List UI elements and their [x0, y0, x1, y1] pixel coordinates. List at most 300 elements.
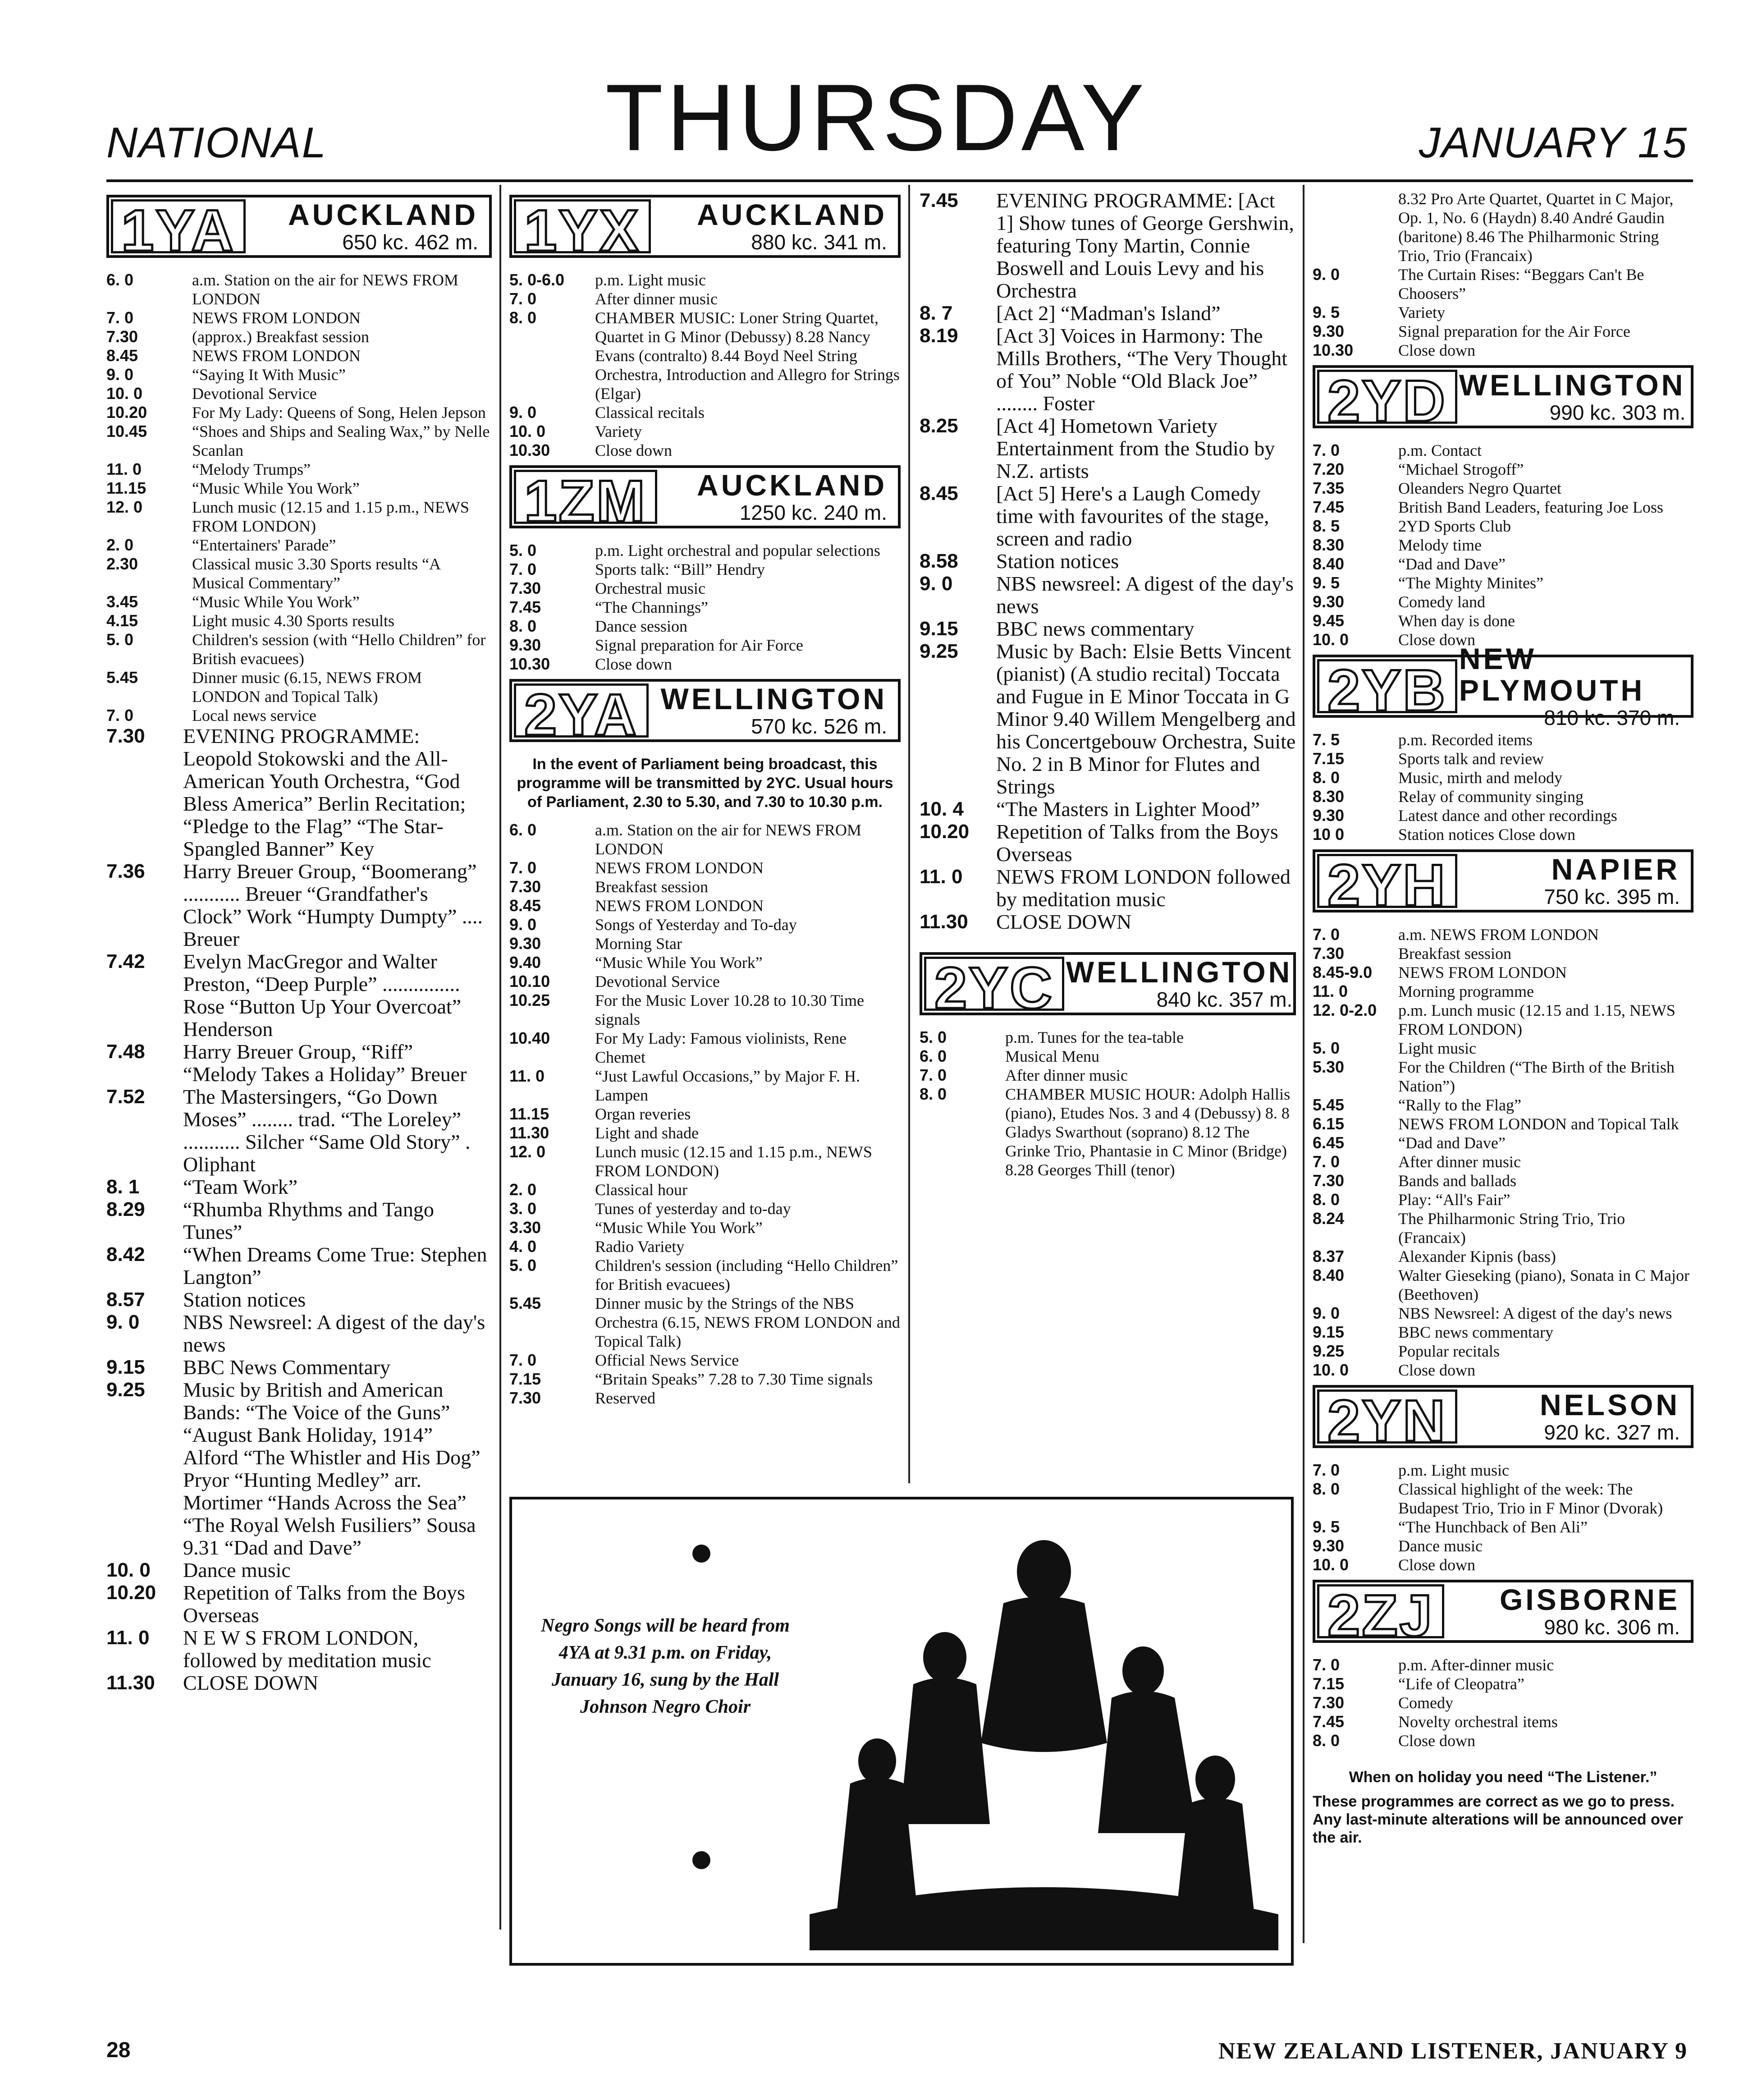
- station-callsign: 1ZM: [514, 470, 657, 524]
- programme-title: EVENING PROGRAMME: [Act 1] Show tunes of George Gershwin, featuring Tony Martin, Connie Boswell and Louis Levy and his Orchestra: [996, 189, 1294, 302]
- programme-time: 8.24: [1313, 1209, 1345, 1228]
- programme-item: [920, 550, 1296, 573]
- singer-figure: [837, 1778, 918, 1915]
- programme-title: p.m. Tunes for the tea-table: [1005, 1028, 1184, 1046]
- programme-item: [509, 655, 901, 674]
- programme-item: [509, 1351, 901, 1370]
- programme-time: 10. 0: [106, 1559, 151, 1581]
- programme-title: NBS newsreel: A digest of the day's news: [996, 572, 1294, 618]
- programme-item: [106, 422, 492, 460]
- programme-title: [Act 5] Here's a Laugh Comedy time with favourites of the stage, screen and radio: [996, 482, 1269, 550]
- programme-time: 9.30: [1313, 806, 1345, 825]
- programme-item: [106, 1582, 492, 1627]
- programme-time: 5.45: [509, 1294, 541, 1312]
- programme-title: p.m. Recorded items: [1398, 731, 1533, 749]
- programme-item: [106, 1672, 492, 1694]
- programme-title: Station notices: [996, 550, 1119, 573]
- programme-title: Close down: [1398, 1361, 1475, 1379]
- programme-time: 8.19: [920, 325, 958, 347]
- programme-item: [1313, 322, 1693, 341]
- programme-title: The Philharmonic String Trio, Trio (Francaix): [1398, 1210, 1625, 1247]
- programme-item: [1313, 1152, 1693, 1171]
- programme-item: [1313, 555, 1693, 573]
- singer-figure: [1122, 1646, 1164, 1695]
- programme-item: [509, 308, 901, 403]
- station-section: [920, 189, 1296, 947]
- programme-time: 10.30: [509, 655, 550, 673]
- programme-title: For My Lady: Queens of Song, Helen Jepson: [192, 403, 486, 422]
- programme-title: Bands and ballads: [1398, 1172, 1516, 1190]
- station-frequency: 650 kc. 462 m.: [342, 230, 478, 254]
- station-header: [920, 952, 1296, 1021]
- station-city: WELLINGTON: [660, 682, 887, 715]
- programme-title: Orchestral music: [595, 579, 705, 597]
- programme-list: [106, 271, 492, 725]
- programme-title: a.m. NEWS FROM LONDON: [1398, 926, 1599, 944]
- programme-time: 10. 4: [920, 798, 964, 820]
- bullet-icon: [692, 1545, 710, 1563]
- programme-time: [1313, 189, 1398, 265]
- programme-title: Oleanders Negro Quartet: [1398, 479, 1561, 497]
- station-callsign: 2YC: [924, 957, 1064, 1011]
- programme-time: 6.15: [1313, 1114, 1345, 1133]
- programme-list: [920, 1028, 1296, 1179]
- programme-item: [920, 189, 1296, 302]
- programme-time: 8. 5: [1313, 517, 1340, 535]
- programme-time: 10 0: [1313, 825, 1345, 844]
- column-divider: [499, 185, 501, 1930]
- programme-title: Morning Star: [595, 935, 682, 953]
- programme-item: [509, 1237, 901, 1256]
- programme-time: 10.10: [509, 972, 550, 990]
- programme-item: [1313, 1133, 1693, 1152]
- programme-item: [106, 1379, 492, 1559]
- programme-time: 5. 0: [1313, 1039, 1340, 1057]
- programme-item: [920, 302, 1296, 325]
- programme-title: “Team Work”: [183, 1175, 298, 1198]
- programme-time: 11. 0: [509, 1067, 545, 1085]
- programme-item: [106, 1041, 492, 1086]
- programme-time: 11. 0: [920, 866, 963, 888]
- station-frequency: 750 kc. 395 m.: [1544, 885, 1680, 908]
- programme-title: Station notices Close down: [1398, 825, 1575, 844]
- programme-list: [1313, 1461, 1693, 1574]
- page-title: THURSDAY: [605, 64, 1148, 170]
- programme-item: [920, 1028, 1296, 1047]
- programme-item: [1313, 1001, 1693, 1039]
- programme-time: 8. 0: [1313, 1480, 1340, 1498]
- programme-item: [509, 271, 901, 289]
- programme-title: NEWS FROM LONDON: [192, 347, 361, 365]
- programme-item: [1313, 944, 1693, 963]
- programme-item: [509, 617, 901, 636]
- programme-title: Station notices: [183, 1288, 306, 1311]
- programme-title: BBC News Commentary: [183, 1356, 390, 1379]
- programme-title: Evelyn MacGregor and Walter Preston, “Deep Purple” ............... Rose “Button Up Your Overcoat” Henderson: [183, 950, 462, 1041]
- column-divider: [908, 185, 910, 1483]
- programme-list: [1313, 1655, 1693, 1750]
- programme-item: [1313, 1655, 1693, 1674]
- programme-item: [509, 560, 901, 579]
- programme-item: [509, 1218, 901, 1237]
- programme-title: Harry Breuer Group, “Boomerang” ........... Breuer “Grandfather's Clock” Work “Humpty Dumpty” .... Breuer: [183, 860, 483, 950]
- programme-time: 7. 0: [1313, 1152, 1340, 1171]
- programme-item: [509, 1067, 901, 1105]
- programme-time: 9. 5: [1313, 1518, 1340, 1536]
- programme-title: “Dad and Dave”: [1398, 555, 1506, 573]
- programme-item: [106, 1198, 492, 1243]
- programme-title: Official News Service: [595, 1351, 739, 1369]
- programme-title: NEWS FROM LONDON and Topical Talk: [1398, 1115, 1679, 1133]
- programme-title: Repetition of Talks from the Boys Overseas: [183, 1581, 465, 1627]
- programme-item: [920, 1066, 1296, 1085]
- station-frequency: 570 kc. 526 m.: [751, 715, 887, 738]
- programme-item: [509, 934, 901, 953]
- programme-item: [106, 460, 492, 479]
- programme-title: “When Dreams Come True: Stephen Langton”: [183, 1243, 487, 1288]
- programme-title: “Rhumba Rhythms and Tango Tunes”: [183, 1198, 434, 1243]
- programme-item: [1313, 1266, 1693, 1304]
- programme-item: [106, 668, 492, 706]
- programme-time: 5. 0-6.0: [509, 271, 565, 289]
- programme-time: 7. 0: [509, 1351, 537, 1369]
- programme-time: 7. 0: [509, 858, 537, 877]
- programme-item: [920, 415, 1296, 482]
- station-header: [1313, 642, 1693, 729]
- publication-line: NEW ZEALAND LISTENER, JANUARY 9: [1218, 2038, 1688, 2064]
- station-info: [650, 682, 898, 739]
- station-callsign: 2YA: [514, 683, 649, 738]
- programme-item: [509, 1142, 901, 1180]
- programme-title: Classical music 3.30 Sports results “A Musical Commentary”: [192, 555, 440, 592]
- programme-item: [106, 498, 492, 536]
- station-city: AUCKLAND: [697, 468, 887, 502]
- programme-title: Dance music: [1398, 1537, 1483, 1555]
- programme-title: Musical Menu: [1005, 1047, 1099, 1065]
- programme-time: 8.58: [920, 550, 958, 572]
- programme-title: Light music 4.30 Sports results: [192, 612, 394, 630]
- programme-time: 7.30: [106, 725, 145, 747]
- programme-title: Popular recitals: [1398, 1342, 1500, 1360]
- programme-title: Music by Bach: Elsie Betts Vincent (pianist) (A studio recital) Toccata and Fugue in E Minor Toccata in G Minor 9.40 Willem Mengelberg and his Concertgebouw Orchestra, Suite No. 2 in B Minor for Flutes and Strings: [996, 640, 1296, 798]
- programme-item: [509, 1256, 901, 1294]
- programme-list: [509, 821, 901, 1408]
- programme-item: [106, 1288, 492, 1311]
- programme-item: [509, 1029, 901, 1067]
- programme-time: 7.35: [1313, 479, 1345, 497]
- programme-title: Latest dance and other recordings: [1398, 807, 1617, 825]
- programme-item: [1313, 611, 1693, 630]
- programme-title: a.m. Station on the air for NEWS FROM LONDON: [595, 821, 861, 858]
- programme-title: After dinner music: [595, 290, 718, 308]
- singer-figure: [1195, 1756, 1235, 1802]
- programme-title: When day is done: [1398, 612, 1515, 630]
- programme-title: NEWS FROM LONDON: [192, 309, 361, 327]
- programme-item: [509, 858, 901, 877]
- programme-item: [1313, 1693, 1693, 1712]
- programme-title: Harry Breuer Group, “Riff” “Melody Takes a Holiday” Breuer: [183, 1040, 467, 1086]
- programme-time: 8.30: [1313, 787, 1345, 806]
- programme-time: 7. 0: [509, 560, 537, 578]
- singer-figure: [900, 1678, 990, 1824]
- promo-text: Negro Songs will be heard from 4YA at 9.31 p.m. on Friday, January 16, sung by the Hall Johnson Negro Choir: [541, 1615, 790, 1717]
- programme-time: 7. 0: [106, 706, 134, 724]
- programme-item: [1313, 963, 1693, 982]
- programme-item: [920, 821, 1296, 866]
- station-section: [1313, 1580, 1693, 1750]
- programme-item: [1313, 1712, 1693, 1731]
- station-section: [920, 952, 1296, 1179]
- programme-item: [106, 1086, 492, 1176]
- section-label: NATIONAL: [106, 119, 327, 167]
- programme-title: NEWS FROM LONDON: [1398, 963, 1567, 981]
- programme-time: 12. 0: [509, 1142, 546, 1161]
- programme-item: [1313, 1039, 1693, 1058]
- programme-time: 7.48: [106, 1041, 145, 1063]
- programme-time: 11.30: [106, 1672, 155, 1694]
- programme-item: [106, 365, 492, 384]
- programme-title: Comedy: [1398, 1694, 1453, 1712]
- programme-title: “Melody Trumps”: [192, 460, 311, 478]
- programme-time: 5.45: [1313, 1096, 1345, 1114]
- programme-time: 10.40: [509, 1029, 550, 1047]
- programme-item: [106, 1627, 492, 1672]
- station-note: In the event of Parliament being broadcast, this programme will be transmitted by 2YC. Usual hours of Parliament, 2.30 to 5.30, and 7.30 to 10.30 p.m.: [517, 756, 893, 811]
- station-section: [509, 195, 901, 460]
- programme-title: “Dad and Dave”: [1398, 1134, 1506, 1152]
- station-city: AUCKLAND: [697, 198, 887, 231]
- column-3: [920, 189, 1296, 1179]
- programme-time: 7.30: [1313, 944, 1345, 963]
- programme-title: Variety: [1398, 303, 1445, 321]
- programme-item: [1313, 536, 1693, 555]
- programme-item: [509, 289, 901, 308]
- programme-time: 9. 0: [106, 365, 134, 384]
- programme-list: [920, 189, 1296, 933]
- programme-time: 12. 0: [106, 498, 143, 516]
- programme-time: 7. 0: [1313, 1461, 1340, 1479]
- station-frequency: 840 kc. 357 m.: [1156, 988, 1293, 1011]
- bullet-icon: [692, 1851, 710, 1869]
- programme-time: 8.45: [920, 482, 958, 504]
- programme-time: 9.25: [106, 1379, 145, 1401]
- programme-title: Close down: [595, 441, 672, 459]
- singer-figure: [1098, 1691, 1197, 1833]
- singer-figure: [858, 1738, 896, 1784]
- programme-time: 8. 0: [920, 1085, 947, 1103]
- programme-item: [509, 821, 901, 858]
- programme-time: 9.15: [920, 618, 958, 640]
- page-number: 28: [106, 2038, 131, 2062]
- programme-item: [1313, 1209, 1693, 1247]
- programme-item: [509, 1105, 901, 1123]
- programme-time: 3.45: [106, 592, 138, 611]
- programme-list: [509, 541, 901, 674]
- evening-programme-list: [106, 725, 492, 1694]
- programme-item: [106, 555, 492, 592]
- programme-time: 11.30: [920, 911, 968, 933]
- programme-title: BBC news commentary: [996, 617, 1195, 640]
- programme-list: [1313, 189, 1693, 360]
- programme-title: Local news service: [192, 706, 316, 724]
- programme-title: Morning programme: [1398, 982, 1534, 1000]
- programme-time: 8.40: [1313, 555, 1345, 573]
- programme-title: BBC news commentary: [1398, 1323, 1553, 1341]
- programme-time: 8.45: [106, 346, 138, 365]
- programme-title: Devotional Service: [595, 972, 720, 990]
- programme-item: [106, 1559, 492, 1582]
- programme-item: [106, 384, 492, 403]
- station-callsign: 2YN: [1317, 1389, 1457, 1444]
- programme-item: [1313, 517, 1693, 536]
- programme-item: [1313, 1323, 1693, 1342]
- programme-item: [509, 972, 901, 991]
- footnote-alterations: These programmes are correct as we go to press. Any last-minute alterations will be announced over the air.: [1313, 1793, 1683, 1846]
- station-city: WELLINGTON: [1066, 955, 1293, 989]
- programme-time: 9. 5: [1313, 303, 1340, 321]
- programme-item: [106, 950, 492, 1041]
- programme-title: Organ reveries: [595, 1105, 691, 1123]
- station-city: WELLINGTON: [1459, 368, 1686, 402]
- station-info: [659, 468, 898, 526]
- programme-item: [1313, 441, 1693, 460]
- station-section: [1313, 189, 1693, 360]
- programme-time: 6. 0: [920, 1047, 947, 1065]
- programme-time: 5. 0: [509, 1256, 537, 1275]
- programme-title: “Saying It With Music”: [192, 366, 346, 384]
- programme-time: 8.29: [106, 1198, 145, 1220]
- programme-title: Play: “All's Fair”: [1398, 1191, 1510, 1209]
- station-section: [509, 465, 901, 674]
- programme-title: “Music While You Work”: [595, 954, 763, 972]
- station-city: NEW PLYMOUTH: [1459, 642, 1645, 707]
- programme-title: CLOSE DOWN: [183, 1671, 319, 1694]
- programme-time: 8.40: [1313, 1266, 1345, 1284]
- station-info: [653, 197, 898, 255]
- programme-time: 9.30: [1313, 322, 1345, 340]
- programme-time: 6. 0: [106, 271, 134, 289]
- programme-title: “Music While You Work”: [192, 593, 360, 611]
- station-section: [1313, 642, 1693, 844]
- column-divider: [1303, 185, 1304, 1943]
- programme-item: [1313, 825, 1693, 844]
- programme-title: 2YD Sports Club: [1398, 517, 1511, 535]
- programme-title: Melody time: [1398, 536, 1482, 554]
- programme-time: 10.20: [106, 403, 147, 422]
- programme-time: 9. 0: [106, 1311, 140, 1333]
- programme-time: 7. 0: [1313, 1655, 1340, 1674]
- programme-item: [1313, 1096, 1693, 1114]
- programme-time: 7.20: [1313, 460, 1345, 478]
- station-callsign: 2YH: [1317, 854, 1457, 908]
- programme-item: [920, 482, 1296, 550]
- programme-time: 7. 0: [1313, 925, 1340, 944]
- programme-list: [1313, 441, 1693, 649]
- programme-time: 7.15: [1313, 1674, 1345, 1693]
- programme-time: 7. 0: [1313, 441, 1340, 459]
- programme-title: Classical recitals: [595, 403, 705, 422]
- programme-list: [1313, 925, 1693, 1380]
- programme-item: [920, 1047, 1296, 1066]
- programme-title: The Curtain Rises: “Beggars Can't Be Choosers”: [1398, 266, 1644, 303]
- programme-item: [1313, 341, 1693, 360]
- programme-item: [106, 536, 492, 555]
- programme-time: 5. 0: [920, 1028, 947, 1046]
- programme-item: [509, 896, 901, 915]
- programme-title: Devotional Service: [192, 385, 317, 403]
- programme-item: [106, 1243, 492, 1288]
- programme-title: NBS Newsreel: A digest of the day's news: [1398, 1304, 1672, 1322]
- programme-title: p.m. Lunch music (12.15 and 1.15, NEWS FROM LONDON): [1398, 1001, 1675, 1038]
- programme-item: [1313, 1731, 1693, 1750]
- programme-time: 9.30: [1313, 592, 1345, 611]
- date-label: JANUARY 15: [1419, 119, 1688, 167]
- programme-time: 7.45: [1313, 1712, 1345, 1731]
- programme-item: [1313, 498, 1693, 517]
- promo-box: [509, 1497, 1294, 1966]
- programme-item: [509, 1123, 901, 1142]
- singer-figure: [1017, 1540, 1071, 1603]
- programme-time: 9.15: [106, 1356, 145, 1378]
- station-frequency: 990 kc. 303 m.: [1549, 401, 1686, 424]
- programme-item: [1313, 1342, 1693, 1361]
- column-2: [509, 189, 901, 1408]
- programme-title: NEWS FROM LONDON followed by meditation music: [996, 865, 1291, 911]
- programme-time: 8.25: [920, 415, 958, 437]
- programme-item: [106, 327, 492, 346]
- programme-item: [1313, 1480, 1693, 1518]
- station-section: [106, 195, 492, 1694]
- programme-title: For the Children (“The Birth of the British Nation”): [1398, 1058, 1675, 1095]
- programme-title: “Britain Speaks” 7.28 to 7.30 Time signals: [595, 1370, 873, 1388]
- programme-item: [509, 403, 901, 422]
- programme-list: [1313, 730, 1693, 844]
- singer-figure: [981, 1596, 1107, 1752]
- programme-time: 3. 0: [509, 1199, 537, 1218]
- programme-title: Comedy land: [1398, 593, 1485, 611]
- programme-time: 8. 0: [1313, 768, 1340, 787]
- programme-time: 4.15: [106, 611, 138, 630]
- programme-title: Light and shade: [595, 1124, 699, 1142]
- column-1: [106, 189, 492, 1694]
- choir-illustration: [810, 1509, 1278, 1950]
- programme-time: 8. 0: [509, 308, 537, 327]
- programme-time: 10.20: [106, 1582, 156, 1604]
- programme-item: [1313, 1518, 1693, 1536]
- programme-title: (approx.) Breakfast session: [192, 328, 369, 346]
- programme-item: [106, 308, 492, 327]
- programme-item: [1313, 1058, 1693, 1096]
- programme-title: p.m. Light music: [595, 271, 706, 289]
- column-4: [1313, 189, 1693, 1847]
- station-frequency: 810 kc. 370 m.: [1544, 706, 1680, 729]
- programme-item: [1313, 460, 1693, 479]
- programme-time: 9.45: [1313, 611, 1345, 630]
- programme-time: 9.30: [1313, 1536, 1345, 1555]
- programme-title: “Entertainers' Parade”: [192, 536, 336, 554]
- programme-title: “Just Lawful Occasions,” by Major F. H. Lampen: [595, 1067, 860, 1104]
- programme-title: Dinner music by the Strings of the NBS Orchestra (6.15, NEWS FROM LONDON and Topical Talk): [595, 1294, 900, 1350]
- programme-item: [920, 618, 1296, 640]
- programme-item: [106, 346, 492, 365]
- programme-time: 10. 0: [509, 422, 546, 440]
- programme-title: CLOSE DOWN: [996, 910, 1132, 933]
- programme-item: [1313, 1674, 1693, 1693]
- programme-item: [1313, 806, 1693, 825]
- programme-title: Relay of community singing: [1398, 788, 1584, 806]
- programme-title: N E W S FROM LONDON, followed by meditation music: [183, 1626, 431, 1672]
- programme-time: 8. 0: [1313, 1731, 1340, 1750]
